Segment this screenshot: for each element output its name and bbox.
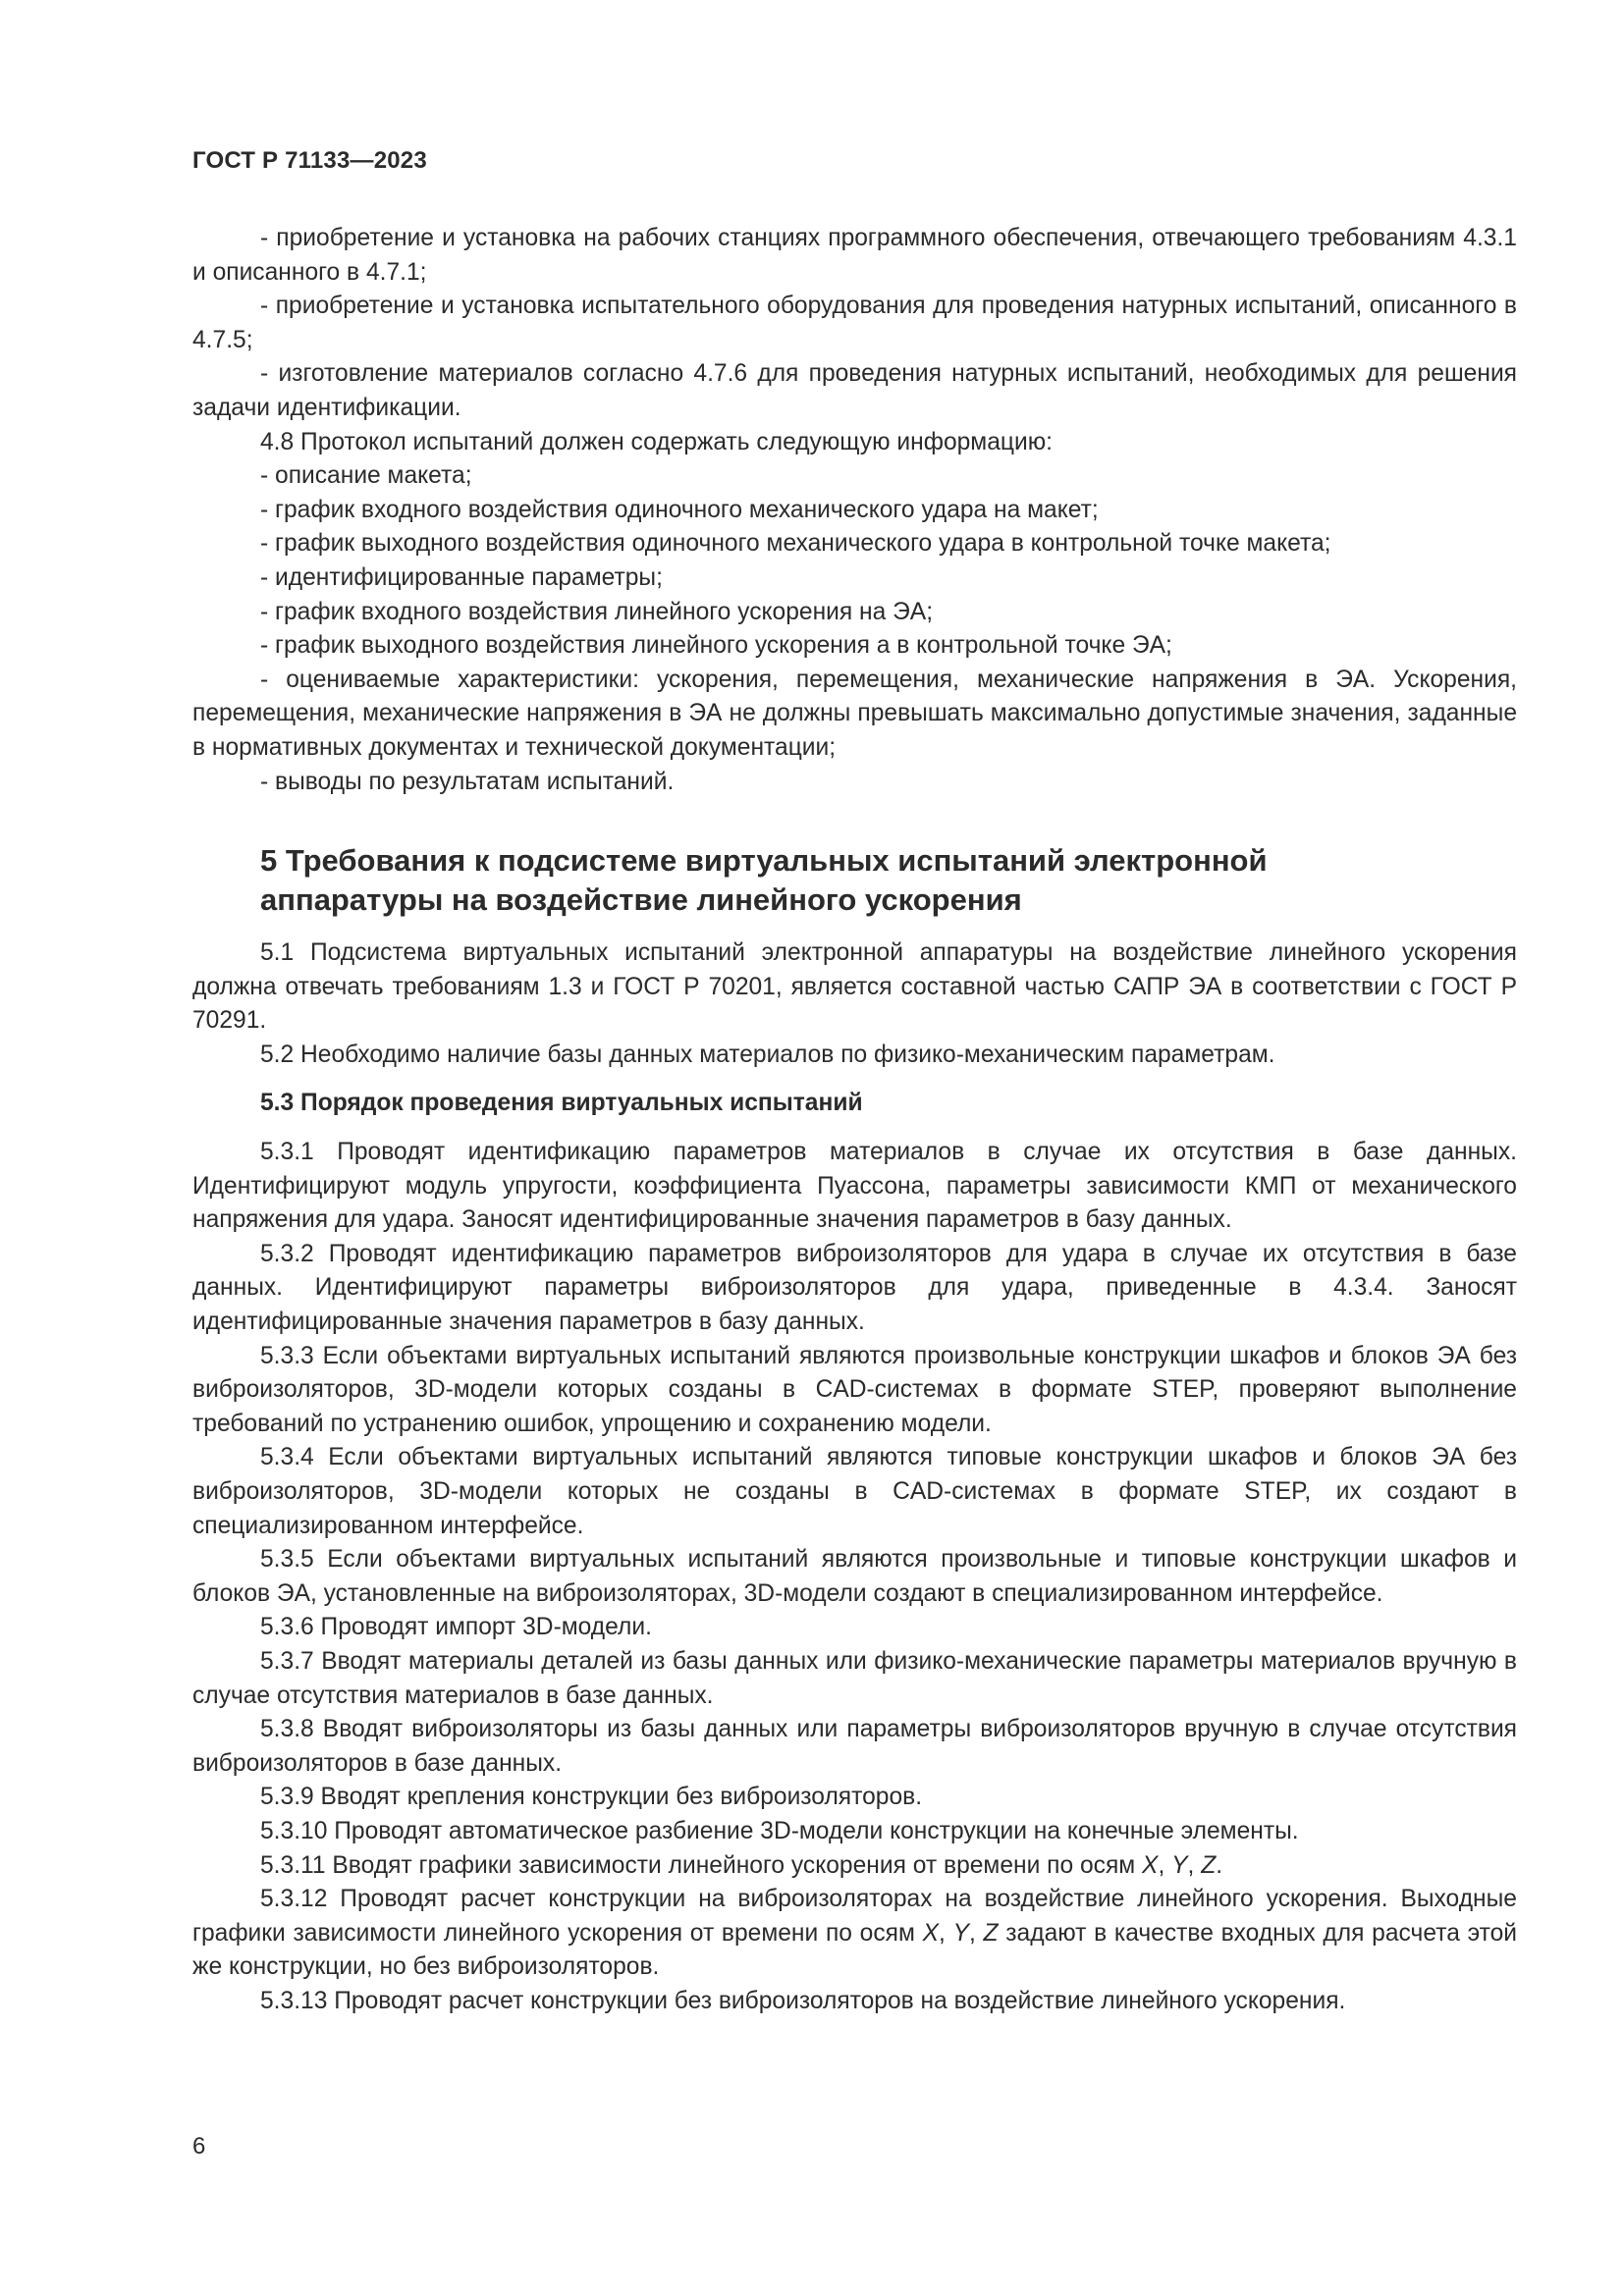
- axis-y: Y: [952, 1919, 969, 1947]
- clause-5-3-13: 5.3.13 Проводят расчет конструкции без виброизоляторов на воздействие линейного ускорения.: [260, 1987, 1346, 2014]
- separator: ,: [968, 1919, 984, 1947]
- clause-5-3-1: 5.3.1 Проводят идентификацию параметров материалов в случае их отсутствия в базе данных. Идентифицируют модуль упругости, коэффициента Пуассона, параметры зависимости КМП от механического напряжения для удара. Заносят идентифицированные значения параметров в базу данных.: [192, 1139, 1517, 1234]
- list-item: - изготовление материалов согласно 4.7.6 для проведения натурных испытаний, необходимых для решения задачи идентификации.: [192, 360, 1517, 421]
- axis-x: X: [1142, 1851, 1159, 1879]
- clause-5-3-5: 5.3.5 Если объектами виртуальных испытаний являются произвольные и типовые конструкции шкафов и блоков ЭА, установленные на виброизоляторах, 3D-модели создают в специализированном интерфейсе.: [192, 1546, 1517, 1607]
- list-item: - оцениваемые характеристики: ускорения, перемещения, механические напряжения в ЭА. Ускорения, перемещения, механические напряжения в ЭА не должны превышать максимально допустимые значения, заданные в нормативных документах и технической документации;: [192, 666, 1517, 761]
- document-code-header: ГОСТ Р 71133—2023: [192, 147, 427, 174]
- section-5-title-line-2: аппаратуры на воздействие линейного ускорения: [260, 882, 1022, 918]
- page-number: 6: [192, 2133, 206, 2160]
- list-item: - приобретение и установка на рабочих станциях программного обеспечения, отвечающего требованиям 4.3.1 и описанного в 4.7.1;: [192, 225, 1517, 286]
- list-item: - описание макета;: [260, 462, 472, 490]
- axis-x: X: [922, 1919, 939, 1947]
- section-5-title-line-1: 5 Требования к подсистеме виртуальных испытаний электронной: [260, 843, 1268, 879]
- clause-text: 5.3.11 Вводят графики зависимости линейного ускорения от времени по осям: [260, 1851, 1143, 1879]
- intro-list-block: [192, 222, 1517, 799]
- section-5-body: [192, 936, 1517, 1072]
- separator: ,: [939, 1919, 953, 1947]
- list-item: - приобретение и установка испытательного оборудования для проведения натурных испытаний, описанного в 4.7.5;: [192, 293, 1517, 353]
- axis-z: Z: [1201, 1851, 1217, 1879]
- list-item: - график выходного воздействия одиночного механического удара в контрольной точке макета;: [260, 530, 1331, 558]
- clause-5-2: 5.2 Необходимо наличие базы данных материалов по физико-механическим параметрам.: [260, 1041, 1275, 1068]
- clause-text-end: .: [1216, 1851, 1223, 1879]
- separator: ,: [1158, 1851, 1172, 1879]
- clause-text: 5.3.12 Проводят расчет конструкции на виброизоляторах на воздействие линейного ускорения. Выходные графики зависимости линейного ускорения от времени по осям: [192, 1886, 1517, 1947]
- clause-5-3-8: 5.3.8 Вводят виброизоляторы из базы данных или параметры виброизоляторов вручную в случае отсутствия виброизоляторов в базе данных.: [192, 1716, 1517, 1777]
- clause-5-3-12: [192, 1883, 1517, 1985]
- axis-y: Y: [1171, 1851, 1188, 1879]
- list-item: - график входного воздействия одиночного механического удара на макет;: [260, 496, 1099, 523]
- clause-5-3-6: 5.3.6 Проводят импорт 3D-модели.: [260, 1614, 652, 1641]
- separator: ,: [1187, 1851, 1202, 1879]
- clause-5-3-10: 5.3.10 Проводят автоматическое разбиение 3D-модели конструкции на конечные элементы.: [260, 1817, 1299, 1844]
- clause-5-1: 5.1 Подсистема виртуальных испытаний электронной аппаратуры на воздействие линейного ускорения должна отвечать требованиям 1.3 и ГОСТ Р 70201, является составной частью САПР ЭА в соответствии с ГОСТ Р 70291.: [192, 939, 1517, 1035]
- axis-z: Z: [983, 1919, 999, 1947]
- clause-4-8: 4.8 Протокол испытаний должен содержать следующую информацию:: [260, 428, 1053, 455]
- list-item: - график выходного воздействия линейного ускорения а в контрольной точке ЭА;: [260, 632, 1172, 660]
- page-content: [192, 222, 1517, 2019]
- clause-5-3-7: 5.3.7 Вводят материалы деталей из базы данных или физико-механические параметры материалов вручную в случае отсутствия материалов в базе данных.: [192, 1647, 1517, 1709]
- list-item: - выводы по результатам испытаний.: [260, 768, 675, 795]
- clause-text-end: задают в качестве входных для расчета этой же конструкции, но без виброизоляторов.: [192, 1919, 1518, 1981]
- subsection-5-3-body: [192, 1136, 1517, 2018]
- clause-5-3-11: [192, 1849, 1517, 1884]
- list-item: - идентифицированные параметры;: [260, 563, 663, 591]
- clause-5-3-2: 5.3.2 Проводят идентификацию параметров виброизоляторов для удара в случае их отсутствия в базе данных. Идентифицируют параметры виброизоляторов для удара, приведенные в 4.3.4. Заносят идентифицированные значения параметров в базу данных.: [192, 1240, 1517, 1336]
- clause-5-3-4: 5.3.4 Если объектами виртуальных испытаний являются типовые конструкции шкафов и блоков ЭА без виброизоляторов, 3D-модели которых не созданы в CAD-системах в формате STEP, их создают в специализированном интерфейсе.: [192, 1444, 1517, 1539]
- section-5-title: [260, 841, 1517, 920]
- clause-5-3-3: 5.3.3 Если объектами виртуальных испытаний являются произвольные конструкции шкафов и блоков ЭА без виброизоляторов, 3D-модели которых созданы в CAD-системах в формате STEP, проверяют выполнение требований по устранению ошибок, упрощению и сохранению модели.: [192, 1342, 1517, 1437]
- subsection-5-3-title: 5.3 Порядок проведения виртуальных испытаний: [260, 1090, 863, 1117]
- list-item: - график входного воздействия линейного ускорения на ЭА;: [260, 598, 934, 625]
- clause-5-3-9: 5.3.9 Вводят крепления конструкции без виброизоляторов.: [260, 1784, 923, 1811]
